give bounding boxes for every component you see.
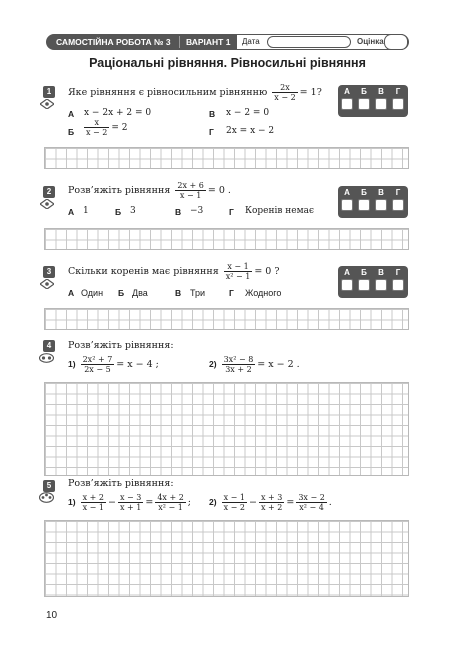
answer-grid[interactable]	[44, 308, 409, 330]
answer-cell[interactable]	[341, 279, 353, 291]
task-number-badge: 4	[43, 340, 55, 352]
equation-item: 1) $\frac{x + 2}{x - 1}$ − $\frac{x - 3}{x + 1}$ = $\frac{4x + 2}{\text{x² − 1}}$ ;	[68, 493, 191, 512]
task-number-badge: 1	[43, 86, 55, 98]
option-text: x − 2 = 0	[226, 108, 270, 118]
option-letter: В	[175, 288, 182, 298]
task-3-question: Скільки коренів має рівняння $\frac{x - 1}{\text{x² − 1}}$ = 0 ?	[68, 262, 280, 281]
option-letter: Г	[229, 207, 234, 217]
answer-grid[interactable]	[44, 147, 409, 169]
option-text: −3	[190, 206, 204, 216]
answer-box: А Б В Г	[338, 85, 408, 117]
answer-cell[interactable]	[392, 279, 404, 291]
equation-item: 2) $\frac{x - 1}{x - 2}$ − $\frac{x + 3}{x + 2}$ = $\frac{3x - 2}{\text{x² − 4}}$ .	[209, 493, 332, 512]
answer-cell[interactable]	[358, 199, 370, 211]
task-number-badge: 2	[43, 186, 55, 198]
task-number-badge: 5	[43, 480, 55, 492]
option-letter: А	[68, 288, 75, 298]
difficulty-icon	[39, 492, 53, 501]
option-text: Жодного	[245, 288, 282, 298]
option-letter: Г	[209, 127, 214, 137]
option-text: $\frac{x}{x - 2}$ = 2	[86, 118, 128, 137]
date-field[interactable]	[267, 36, 351, 48]
difficulty-icon	[40, 99, 54, 108]
answer-box: А Б В Г	[338, 186, 408, 218]
option-letter: В	[209, 109, 216, 119]
answer-grid[interactable]	[44, 520, 409, 597]
option-text: Три	[190, 288, 206, 298]
answer-cell[interactable]	[392, 199, 404, 211]
option-text: Один	[81, 288, 104, 298]
answer-grid[interactable]	[44, 228, 409, 250]
option-letter: В	[175, 207, 182, 217]
work-label: САМОСТІЙНА РОБОТА № 3	[56, 37, 171, 47]
option-text: 2x = x − 2	[226, 126, 275, 136]
question-fraction: $\frac{2x}{x - 2}$	[274, 83, 296, 102]
difficulty-icon	[40, 199, 54, 208]
option-letter: А	[68, 109, 75, 119]
task-2-question: Розв’яжіть рівняння $\frac{2x + 6}{x - 1}$ = 0 .	[68, 181, 231, 200]
option-letter: Г	[229, 288, 234, 298]
page-number: 10	[46, 610, 58, 621]
page-title: Раціональні рівняння. Рівносильні рівняння	[89, 56, 366, 70]
answer-cell[interactable]	[392, 98, 404, 110]
answer-cell[interactable]	[375, 98, 387, 110]
option-text: 1	[83, 206, 89, 216]
option-letter: Б	[68, 127, 75, 137]
answer-cell[interactable]	[375, 279, 387, 291]
answer-cell[interactable]	[375, 199, 387, 211]
task-5-question: Розв’яжіть рівняння:	[68, 478, 174, 489]
difficulty-icon	[40, 279, 54, 288]
date-area	[237, 35, 388, 49]
option-letter: Б	[118, 288, 125, 298]
header-divider	[179, 36, 180, 48]
answer-cell[interactable]	[358, 279, 370, 291]
option-letter: Б	[115, 207, 122, 217]
equation-item: 1) $\frac{\text{2x² + 7}}{2x - 5}$ = x − 4 ;	[68, 355, 159, 374]
answer-grid[interactable]	[44, 382, 409, 476]
answer-box: А Б В Г	[338, 266, 408, 298]
task-1-question: Яке рівняння є рівносильним рівнянню $\frac{2x}{x - 2}$ = 1?	[68, 83, 322, 102]
answer-cell[interactable]	[341, 98, 353, 110]
option-text: 3	[130, 206, 136, 216]
equation-item: 2) $\frac{\text{3x² − 8}}{3x + 2}$ = x − 2 .	[209, 355, 300, 374]
worksheet-header	[46, 34, 409, 50]
date-label: Дата	[242, 37, 260, 46]
option-letter: А	[68, 207, 75, 217]
grade-label: Оцінка	[357, 37, 384, 46]
option-text: Два	[132, 288, 148, 298]
grade-field[interactable]	[384, 34, 408, 50]
option-text: Коренів немає	[245, 206, 315, 216]
task-4-question: Розв’яжіть рівняння:	[68, 340, 174, 351]
option-text: x − 2x + 2 = 0	[84, 108, 152, 118]
task-number-badge: 3	[43, 266, 55, 278]
answer-cell[interactable]	[341, 199, 353, 211]
variant-label: ВАРІАНТ 1	[186, 37, 231, 47]
difficulty-icon	[39, 353, 53, 362]
answer-cell[interactable]	[358, 98, 370, 110]
